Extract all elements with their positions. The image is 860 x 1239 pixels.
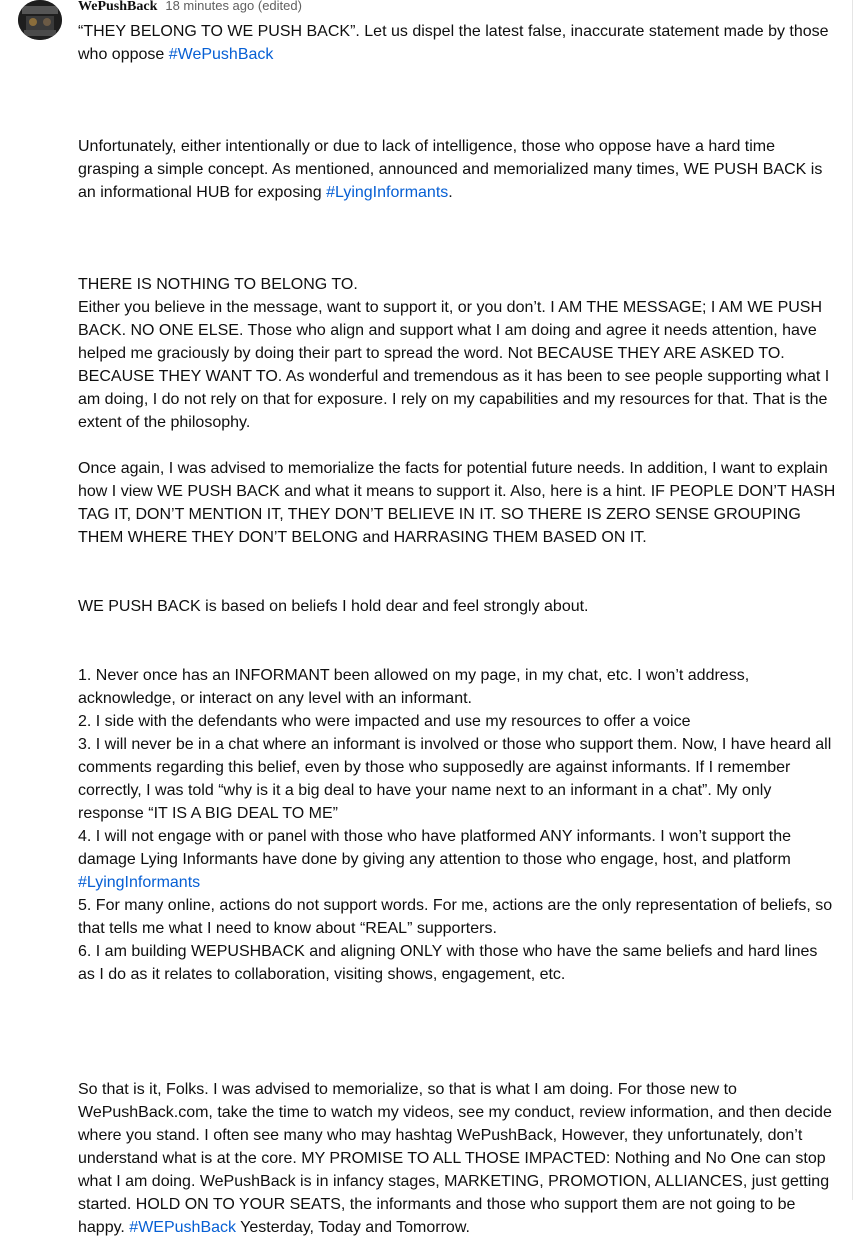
- text: So that is it, Folks. I was advised to memorialize, so that is what I am doing. For those new to WePushBack.com, take the time to watch my videos, see my conduct, review information, and then decide where you stand. I often see many who may hashtag WePushBack, However, they unfortunately, don’t understand what is at the core. MY PROMISE TO ALL THOSE IMPACTED: Nothing and No One can stop what I am doing. WePushBack is in infancy stages, MARKETING, PROMOTION, ALLIANCES, just getting started. HOLD ON TO YOUR SEATS, the informants and those who support them are not going to be happy.: [78, 1081, 832, 1236]
- list-item: 5. For many online, actions do not support words. For me, actions are the only representation of beliefs, so that tells me what I need to know about “REAL” supporters.: [78, 897, 833, 937]
- list-item: 6. I am building WEPUSHBACK and aligning ONLY with those who have the same beliefs and hard lines as I do as it relates to collaboration, visiting shows, engagement, etc.: [78, 943, 818, 983]
- timestamp[interactable]: 18 minutes ago (edited): [165, 0, 302, 13]
- paragraph-concept: [78, 135, 838, 204]
- text: Yesterday, Today and Tomorrow.: [236, 1219, 470, 1236]
- list-item: [78, 825, 838, 894]
- avatar[interactable]: [18, 0, 62, 40]
- paragraph-intro: [78, 20, 838, 66]
- text: Either you believe in the message, want to support it, or you don’t. I AM THE MESSAGE; I AM WE PUSH BACK. NO ONE ELSE. Those who align and support what I am doing and agree it needs attention, have helped me graciously by doing their part to spread the word. Not BECAUSE THEY ARE ASKED TO. BECAUSE THEY WANT TO. As wonderful and tremendous as it has been to see people supporting what I am doing, I do not rely on that for exposure. I rely on my capabilities and my resources for that. That is the extent of the philosophy.: [78, 299, 830, 431]
- text: THERE IS NOTHING TO BELONG TO.: [78, 276, 358, 293]
- text: .: [448, 184, 453, 201]
- text: Unfortunately, either intentionally or due to lack of intelligence, those who oppose have a hard time grasping a simple concept. As mentioned, announced and memorialized many times, WE PUSH BACK is an informational HUB for exposing: [78, 138, 823, 201]
- list-item: 2. I side with the defendants who were impacted and use my resources to offer a voice: [78, 713, 691, 730]
- beliefs-list: [78, 664, 838, 986]
- hashtag-link[interactable]: #WePushBack: [168, 46, 274, 63]
- paragraph-conclusion: [78, 1078, 838, 1239]
- hashtag-link[interactable]: #LyingInformants: [78, 874, 201, 891]
- hashtag-link[interactable]: #LyingInformants: [326, 184, 449, 201]
- list-item: 1. Never once has an INFORMANT been allowed on my page, in my chat, etc. I won’t address, acknowledge, or interact on any level with an informant.: [78, 667, 750, 707]
- list-item: 3. I will never be in a chat where an informant is involved or those who support them. Now, I have heard all comments regarding this belief, even by those who supposedly are against informants. If I remember correctly, I was told “why is it a big deal to have your name next to an informant in a chat”. My only response “IT IS A BIG DEAL TO ME”: [78, 736, 832, 822]
- text: “THEY BELONG TO WE PUSH BACK”. Let us dispel the latest false, inaccurate statement made by those who oppose: [78, 23, 829, 63]
- comment-body: [78, 20, 838, 1239]
- paragraph-memorialize: Once again, I was advised to memorialize the facts for potential future needs. In addition, I want to explain how I view WE PUSH BACK and what it means to support it. Also, here is a hint. IF PEOPLE DON’T HASH TAG IT, DON’T MENTION IT, THEY DON’T BELIEVE IN IT. SO THERE IS ZERO SENSE GROUPING THEM WHERE THEY DON’T BELONG and HARRASING THEM BASED ON IT.: [78, 460, 836, 546]
- text: 4. I will not engage with or panel with those who have platformed ANY informants. I won’t support the damage Lying Informants have done by giving any attention to those who engage, host, and platform: [78, 828, 791, 868]
- comment-header: [78, 0, 302, 18]
- hashtag-link[interactable]: #WEPushBack: [129, 1219, 237, 1236]
- avatar-image: [18, 0, 62, 40]
- paragraph-nothing-to-belong: [78, 273, 838, 434]
- author-name[interactable]: WePushBack: [78, 0, 158, 14]
- paragraph-beliefs-intro: WE PUSH BACK is based on beliefs I hold dear and feel strongly about.: [78, 598, 589, 615]
